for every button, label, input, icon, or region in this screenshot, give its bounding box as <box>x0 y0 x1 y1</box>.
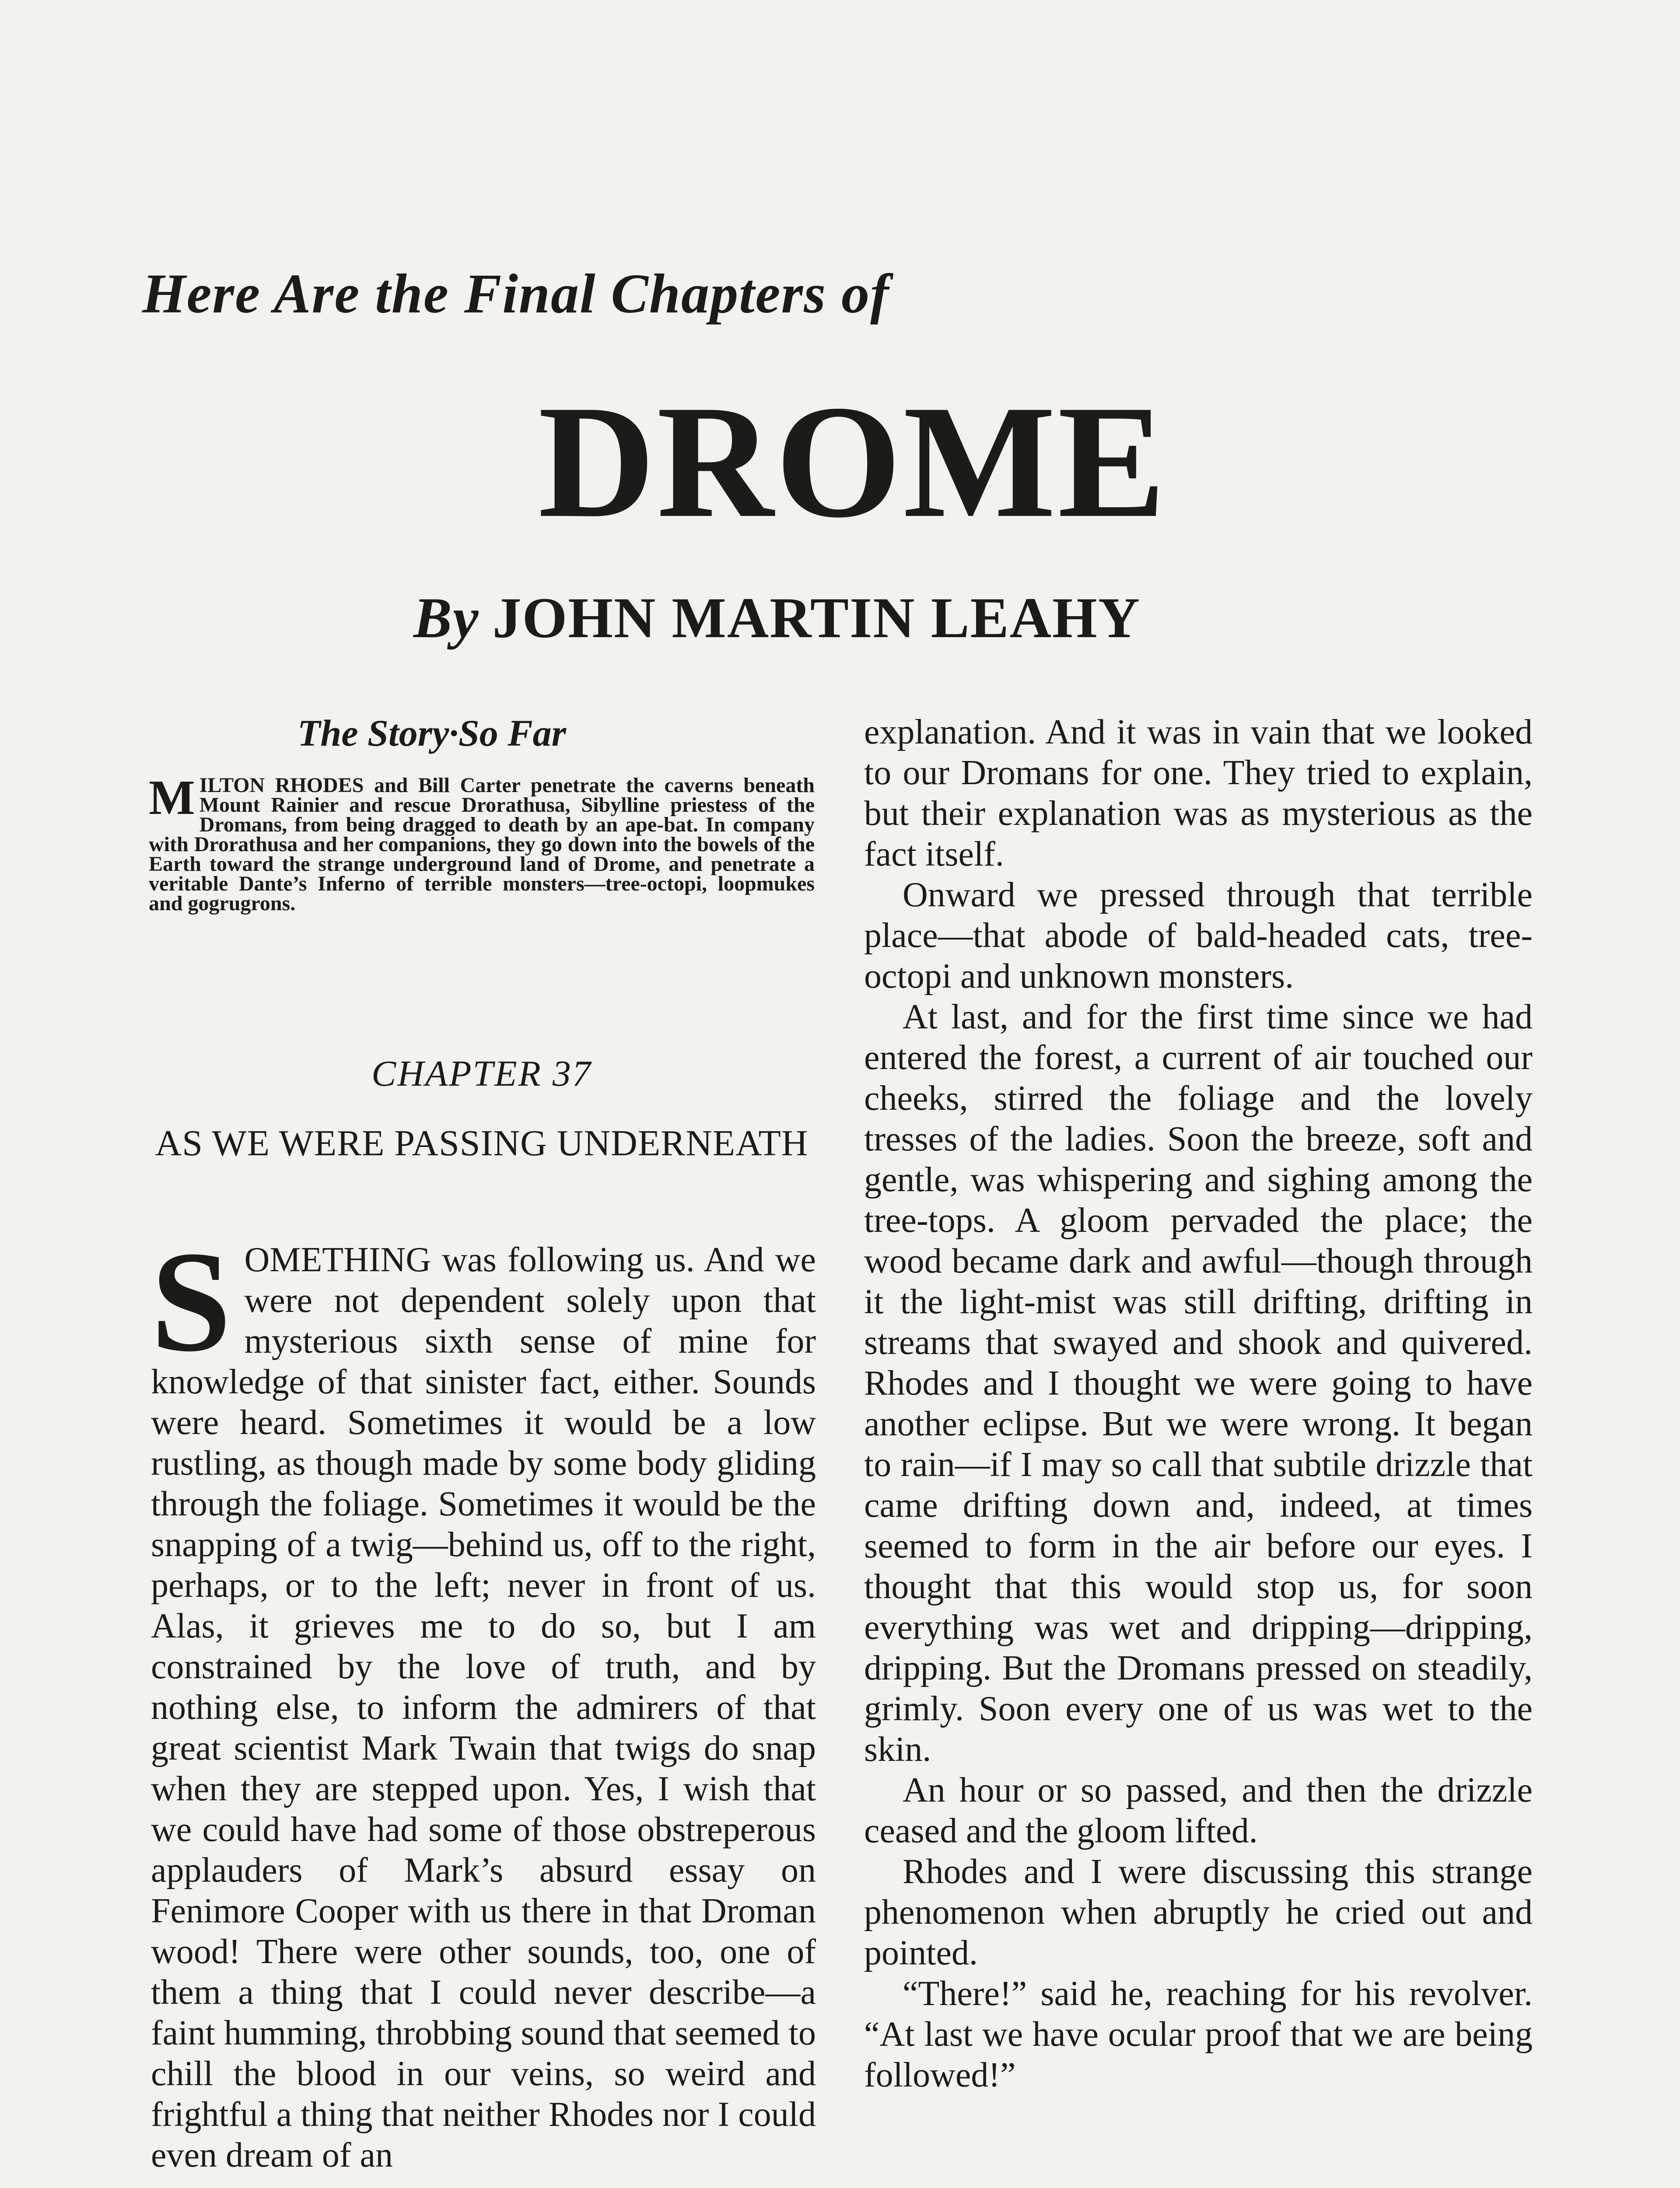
paragraph <box>151 1222 816 2176</box>
series-kicker: Here Are the Final Chapters of <box>142 263 890 325</box>
paragraph: explanation. And it was in vain that we looked to our Dromans for one. They tried to explain, but their explanation was as mysterious as the fact itself. <box>864 713 1533 873</box>
author-name: JOHN MARTIN LEAHY <box>492 586 1141 650</box>
paragraph: An hour or so passed, and then the drizzle ceased and the gloom lifted. <box>864 1771 1533 1850</box>
synopsis-initial: M <box>149 771 195 825</box>
paragraph-text: OMETHING was following us. And we were not dependent solely upon that mysterious sixth sense of mine for knowledge of that sinister fact, either. Sounds were heard. Sometimes it would be a low rustling, as though made by some body gliding through the foliage. Sometimes it would be the snapping of a twig—behind us, off to the right, perhaps, or to the left; never in front of us. Alas, it grieves me to do so, but I am constrained by the love of truth, and by nothing else, to inform the admirers of that great scientist Mark Twain that twigs do snap when they are stepped upon. Yes, I wish that we could have had some of those obstreperous applauders of Mark’s absurd essay on Fenimore Cooper with us there in that Droman wood! There were other sounds, too, one of them a thing that I could never describe—a faint humming, throbbing sound that seemed to chill the blood in our veins, so weird and frightful a thing that neither Rhodes nor I could even dream of an <box>151 1241 816 2174</box>
text-column-left <box>151 1222 816 2176</box>
paragraph: Onward we pressed through that terrible place—that abode of bald-headed cats, tree-octopi and unknown monsters. <box>864 876 1533 996</box>
byline-prefix: By <box>413 586 480 650</box>
paragraph: Rhodes and I were discussing this strange phenomenon when abruptly he cried out and pointed. <box>864 1852 1533 1972</box>
chapter-title: AS WE WERE PASSING UNDERNEATH <box>155 1123 808 1164</box>
story-title: DROME <box>538 372 1168 551</box>
paragraph: At last, and for the first time since we had entered the forest, a current of air touched our cheeks, stirred the foliage and the lovely tresses of the ladies. Soon the breeze, soft and gentle, was whispering and sighing among the tree-tops. A gloom pervaded the place; the wood became dark and awful—though through it the light-mist was still drifting, drifting in streams that swayed and shook and quivered. Rhodes and I thought we were going to have another eclipse. But we were wrong. It began to rain—if I may so call that subtile drizzle that came drifting down and, indeed, at times seemed to form in the air before our eyes. I thought that this would stop us, for soon everything was wet and dripping—dripping, dripping. But the Dromans pressed on steadily, grimly. Soon every one of us was wet to the skin. <box>864 998 1533 1769</box>
byline <box>413 584 1332 651</box>
paragraph: “There!” said he, reaching for his revolver. “At last we have ocular proof that we are being followed!” <box>864 1974 1533 2094</box>
text-column-right <box>864 712 1533 2096</box>
drop-cap: S <box>151 1222 231 1382</box>
synopsis-heading: The Story·So Far <box>298 712 567 754</box>
chapter-number: CHAPTER 37 <box>371 1053 592 1094</box>
synopsis-text <box>149 771 815 915</box>
synopsis-body: ILTON RHODES and Bill Carter penetrate the caverns beneath Mount Rainier and rescue Drorathusa, Sibylline priestess of the Dromans, from being dragged to death by an ape-bat. In company with Drorathusa and her companions, they go down into the bowels of the Earth toward the strange underground land of Drome, and penetrate a veritable Dante’s Inferno of terrible monsters—tree-octopi, loopmukes and gogrugrons. <box>149 774 815 915</box>
